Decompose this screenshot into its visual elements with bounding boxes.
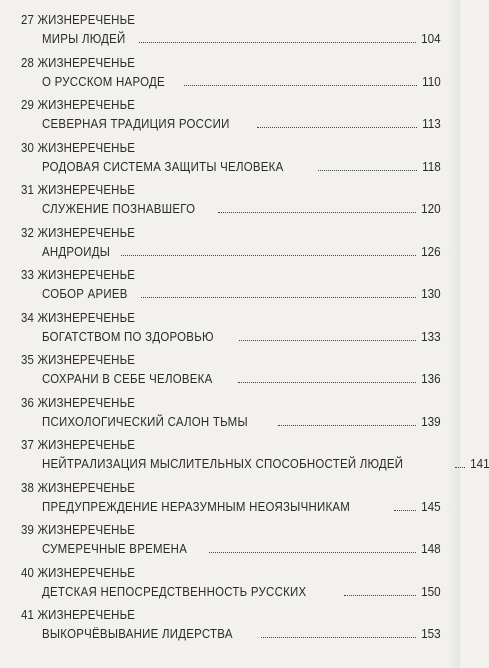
entry-line <box>42 286 441 301</box>
entry-number: 29 <box>21 97 35 112</box>
toc-entry[interactable] <box>21 517 441 560</box>
dot-leader <box>239 340 416 341</box>
entry-page: 141 <box>469 456 489 471</box>
entry-heading <box>21 140 135 155</box>
entry-heading <box>21 12 135 27</box>
entry-label: ЖИЗНЕРЕЧЕНЬЕ <box>37 394 136 410</box>
table-of-contents <box>21 7 489 645</box>
entry-title: ПРЕДУПРЕЖДЕНИЕ НЕРАЗУМНЫМ НЕОЯЗЫЧНИКАМ <box>42 498 351 514</box>
entry-page: 150 <box>421 583 441 599</box>
entry-title: РОДОВАЯ СИСТЕМА ЗАЩИТЫ ЧЕЛОВЕКА <box>42 158 284 174</box>
entry-line <box>42 414 441 429</box>
entry-line <box>42 74 441 89</box>
entry-label: ЖИЗНЕРЕЧЕНЬЕ <box>37 479 136 495</box>
entry-title: О РУССКОМ НАРОДЕ <box>42 73 165 89</box>
toc-entry[interactable] <box>21 560 441 603</box>
entry-line <box>42 499 441 514</box>
entry-number: 34 <box>21 309 35 325</box>
dot-leader <box>455 467 465 468</box>
toc-entry[interactable] <box>21 432 489 475</box>
entry-number: 36 <box>21 394 35 410</box>
dot-leader <box>238 382 417 383</box>
toc-entry[interactable] <box>21 135 441 178</box>
entry-label: ЖИЗНЕРЕЧЕНЬЕ <box>37 54 136 70</box>
toc-entry[interactable] <box>21 602 441 645</box>
entry-page: 120 <box>421 201 441 216</box>
entry-page: 145 <box>421 498 441 514</box>
entry-title: ВЫКОРЧЁВЫВАНИЕ ЛИДЕРСТВА <box>42 626 233 641</box>
entry-number: 27 <box>21 12 35 27</box>
entry-page: 153 <box>421 626 441 641</box>
toc-entry[interactable] <box>21 220 441 263</box>
entry-label: ЖИЗНЕРЕЧЕНЬЕ <box>37 564 136 580</box>
entry-title: СОХРАНИ В СЕБЕ ЧЕЛОВЕКА <box>42 371 213 386</box>
entry-line <box>42 371 441 386</box>
dot-leader <box>261 637 417 638</box>
entry-heading <box>21 182 135 197</box>
entry-title: БОГАТСТВОМ ПО ЗДОРОВЬЮ <box>42 328 214 344</box>
entry-title: ДЕТСКАЯ НЕПОСРЕДСТВЕННОСТЬ РУССКИХ <box>42 583 307 599</box>
entry-heading <box>21 522 135 537</box>
entry-page: 130 <box>421 286 441 301</box>
entry-number: 35 <box>21 352 35 367</box>
dot-leader <box>278 425 416 426</box>
dot-leader <box>121 255 416 256</box>
entry-number: 28 <box>21 54 35 70</box>
entry-number: 32 <box>21 224 35 240</box>
entry-label: ЖИЗНЕРЕЧЕНЬЕ <box>37 352 136 367</box>
entry-heading <box>21 97 135 112</box>
entry-page: 136 <box>421 371 441 386</box>
entry-heading <box>21 607 135 622</box>
entry-label: ЖИЗНЕРЕЧЕНЬЕ <box>37 522 136 537</box>
entry-label: ЖИЗНЕРЕЧЕНЬЕ <box>37 607 136 622</box>
dot-leader <box>218 212 416 213</box>
page-edge-shadow <box>446 0 460 668</box>
entry-page: 104 <box>421 31 441 46</box>
entry-title: СУМЕРЕЧНЫЕ ВРЕМЕНА <box>42 541 188 556</box>
entry-heading <box>21 352 135 367</box>
entry-label: ЖИЗНЕРЕЧЕНЬЕ <box>37 224 136 240</box>
entry-title: ПСИХОЛОГИЧЕСКИЙ САЛОН ТЬМЫ <box>42 413 248 429</box>
toc-entry[interactable] <box>21 305 441 348</box>
toc-entry[interactable] <box>21 92 441 135</box>
entry-heading <box>21 55 135 70</box>
entry-title: НЕЙТРАЛИЗАЦИЯ МЫСЛИТЕЛЬНЫХ СПОСОБНОСТЕЙ ЛЮДЕЙ <box>42 456 404 471</box>
entry-title: МИРЫ ЛЮДЕЙ <box>42 31 126 46</box>
entry-number: 31 <box>21 182 35 197</box>
toc-entry[interactable] <box>21 262 441 305</box>
toc-entry[interactable] <box>21 7 441 50</box>
entry-label: ЖИЗНЕРЕЧЕНЬЕ <box>37 182 136 197</box>
entry-line <box>42 584 441 599</box>
toc-entry[interactable] <box>21 390 441 433</box>
entry-line <box>42 244 441 259</box>
entry-line <box>42 116 441 131</box>
entry-page: 118 <box>422 158 441 174</box>
entry-heading <box>21 225 135 240</box>
entry-label: ЖИЗНЕРЕЧЕНЬЕ <box>37 12 136 27</box>
dot-leader <box>394 510 416 511</box>
entry-line <box>42 456 489 471</box>
entry-title: АНДРОИДЫ <box>42 243 111 259</box>
entry-line <box>42 159 441 174</box>
entry-heading <box>21 480 135 495</box>
entry-heading <box>21 437 135 452</box>
entry-page: 148 <box>421 541 441 556</box>
entry-title: СЛУЖЕНИЕ ПОЗНАВШЕГО <box>42 201 196 216</box>
dot-leader <box>344 595 416 596</box>
entry-label: ЖИЗНЕРЕЧЕНЬЕ <box>37 437 136 452</box>
entry-label: ЖИЗНЕРЕЧЕНЬЕ <box>37 139 136 155</box>
toc-entry[interactable] <box>21 50 441 93</box>
entry-page: 113 <box>422 116 441 131</box>
entry-number: 41 <box>21 607 35 622</box>
entry-heading <box>21 565 135 580</box>
toc-entry[interactable] <box>21 475 441 518</box>
entry-heading <box>21 310 135 325</box>
entry-page: 110 <box>422 73 441 89</box>
entry-line <box>42 541 441 556</box>
entry-number: 37 <box>21 437 35 452</box>
dot-leader <box>257 127 417 128</box>
entry-number: 30 <box>21 139 35 155</box>
entry-title: СЕВЕРНАЯ ТРАДИЦИЯ РОССИИ <box>42 116 230 131</box>
entry-number: 40 <box>21 564 35 580</box>
entry-heading <box>21 395 135 410</box>
dot-leader <box>139 42 416 43</box>
entry-heading <box>21 267 135 282</box>
entry-label: ЖИЗНЕРЕЧЕНЬЕ <box>37 267 136 282</box>
entry-title: СОБОР АРИЕВ <box>42 286 128 301</box>
dot-leader <box>209 552 416 553</box>
dot-leader <box>141 297 416 298</box>
dot-leader <box>318 170 417 171</box>
entry-page: 139 <box>421 413 441 429</box>
entry-label: ЖИЗНЕРЕЧЕНЬЕ <box>37 97 136 112</box>
entry-page: 126 <box>421 243 441 259</box>
entry-number: 33 <box>21 267 35 282</box>
entry-line <box>42 329 441 344</box>
entry-page: 133 <box>421 328 441 344</box>
toc-entry[interactable] <box>21 177 441 220</box>
entry-label: ЖИЗНЕРЕЧЕНЬЕ <box>37 309 136 325</box>
dot-leader <box>184 85 418 86</box>
entry-number: 38 <box>21 479 35 495</box>
entry-line <box>42 626 441 641</box>
entry-line <box>42 31 441 46</box>
toc-entry[interactable] <box>21 347 441 390</box>
entry-line <box>42 201 441 216</box>
entry-number: 39 <box>21 522 35 537</box>
